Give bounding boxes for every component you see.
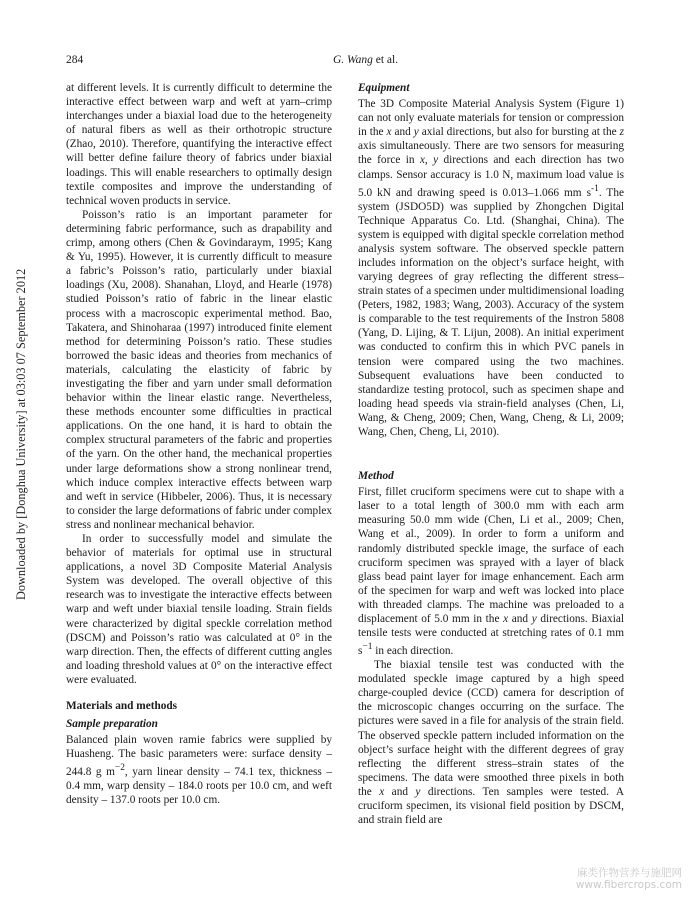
watermark-chinese: 麻类作物营养与施肥网	[577, 867, 682, 879]
section-title-materials-methods: Materials and methods	[66, 700, 178, 713]
eq-text-b: and	[391, 126, 414, 139]
page-number: 284	[66, 54, 84, 66]
eq-text-g: . The system (JSDO5D) was supplied by Zhongchen Digital Technique Apparatus Co. Ltd. (Shanghai, China). The system is equipped with digital speckle correlation method analysis system software. The observed speckle pattern includes information on the object’s surface height, with varying degrees of gray reflecting the different stress–strain states of a specimen under multidimensional loading (Peters, 1982, 1983; Wang, 2003). Accuracy of the system is comparable to the test requirements of the Instron 5808 (Yang, D. Lijing, & T. Lijun, 2008). An initial experiment was conducted to confirm this in which PVC panels in tension were compared using the two machines. Subsequent evaluations have been conducted to standardize testing protocol, such as specimen shape and loading head speeds via strain-field analyses (Chen, Li, Wang, & Cheng, 2009; Chen, Wang, Cheng, & Li, 2009; Wang, Chen, Cheng, Li, 2010).	[358, 186, 624, 439]
m2-var-x: x	[379, 785, 385, 798]
subsection-title-method: Method	[358, 470, 394, 483]
site-watermark	[576, 867, 682, 891]
paragraph-objective: In order to successfully model and simulate the behavior of materials for optimal use in structural applications, a novel 3D Composite Material Analysis System was developed. The overall objective of this research was to investigate the interactive effects between warp and weft under biaxial tensile loading. Strain fields were characterized by digital speckle correlation method (DSCM) and Poisson’s ratio was calculated at 0° in the warp direction. Then, the effects of different cutting angles and loading threshold values at 0° on the interactive effect were evaluated.	[66, 533, 333, 686]
paragraph-sample-preparation	[66, 733, 332, 807]
eq-var-z: z	[619, 126, 624, 139]
left-column	[66, 81, 332, 807]
eq-superscript: -1	[590, 183, 599, 194]
m1-text-d: in each direction.	[372, 645, 454, 657]
m1-var-y: y	[531, 613, 537, 626]
running-head-author: G. Wang	[333, 54, 373, 66]
eq-var-y2: y	[433, 154, 439, 167]
running-head	[333, 54, 398, 66]
m1-var-x: x	[503, 613, 509, 626]
eq-text-e: ,	[424, 154, 434, 167]
eq-text-a: The 3D Composite Material Analysis System (Figure 1) can not only evaluate materials for tension or compression in the	[358, 98, 624, 139]
eq-text-c: axial directions, but also for bursting at the	[418, 126, 620, 139]
eq-text-f: directions and each direction has two clamps. Sensor accuracy is 1.0 N, maximum load value is 5.0 kN and drawing speed is 0.013–1.066 mm s	[358, 154, 624, 199]
watermark-url: www.fibercrops.com	[575, 879, 682, 891]
paragraph-equipment	[358, 97, 624, 439]
page-header	[66, 54, 646, 70]
paragraph-poissons-ratio: Poisson’s ratio is an important parameter for determining fabric performance, such as drapability and crimp, among others (Chen & Govindaraym, 1995; Kang & Yu, 1995). However, it is currently difficult to measure a fabric’s Poisson’s ratio, particularly under biaxial loadings (Xu, 2008). Shanahan, Lloyd, and Hearle (1978) studied Poisson’s ratio of fabric in the linear elastic process with a macroscopic experimental method. Bao, Takatera, and Shinoharaa (1997) introduced finite element method for determining Poisson’s ratio. These studies borrowed the basic ideas and theories from mechanics of materials, calculating the elasticity of fabric by investigating the fiber and yarn under small deformation behavior within the linear elastic range. Nevertheless, these methods encounter some difficulties in practical applications. On the one hand, it is hard to obtain the complex structural parameters of the fabric and properties of the yarn. On the other hand, the mechanical properties under large deformations show a strong nonlinear trend, which induce complex interactive effects between warp and weft in service (Hibbeler, 2006). Thus, it is necessary to consider the large deformations of fabric under complex stress and nonlinear mechanical behavior.	[66, 208, 332, 531]
sample-text-a: Balanced plain woven ramie fabrics were supplied by Huasheng. The basic parameters were: surface density – 244.8 g m	[66, 734, 332, 779]
m1-text-b: and	[508, 613, 532, 626]
m2-var-y: y	[415, 785, 421, 798]
eq-var-y: y	[413, 126, 419, 139]
download-note: Downloaded by [Donghua University] at 03:03 07 September 2012	[14, 268, 28, 600]
eq-var-x: x	[386, 126, 392, 139]
m2-text-c: directions. Ten samples were tested. A cruciform specimen, its visional field position by DSCM, and strain field are	[358, 785, 624, 827]
paragraph-intro-continued: at different levels. It is currently difficult to determine the interactive effect between warp and weft at yarn–crimp interchanges under a biaxial load due to the heterogeneity of natural fibers as well as their orthotropic structure (Zhao, 2010). Therefore, quantifying the interactive effect will better define failure theory of fabrics under biaxial loadings. This will enable researchers to optimally design textile composites and improve the understanding of technical woven products in service.	[66, 82, 332, 207]
paragraph-method-1	[358, 485, 624, 658]
eq-var-x2: x	[419, 154, 425, 167]
m2-text-a: The biaxial tensile test was conducted with the modulated speckle image captured by a high speed charge-coupled device (CCD) camera for description of the microscopic changes occurring on the surface. The pictures were saved in a file for analysis of the strain field. The observed speckle pattern included information on the object’s surface height with the different degrees of gray reflecting the different stress–strain states of the specimens. The data were smoothed three pixels in both the	[358, 659, 624, 798]
subsection-title-sample-preparation: Sample preparation	[66, 718, 158, 731]
m1-text-c: directions. Biaxial tensile tests were conducted at stretching rates of 0.1 mm s	[358, 613, 625, 657]
sample-text-b: , yarn linear density – 74.1 tex, thickness – 0.4 mm, warp density – 184.0 roots per 10.0 cm, and weft density – 137.0 roots per 10.0 cm.	[66, 766, 332, 807]
paragraph-method-2	[358, 658, 624, 827]
right-column	[358, 81, 624, 827]
m1-superscript: −1	[362, 642, 373, 653]
m2-text-b: and	[384, 785, 416, 798]
eq-text-d: axis simultaneously. There are two sensors for measuring the force in	[358, 140, 624, 167]
m1-text-a: First, fillet cruciform specimens were cut to shape with a laser to a total length of 300.0 mm with each arm measuring 50.0 mm wide (Chen, Li et al., 2009; Chen, Wang et al., 2009). In order to form a uniform and randomly distributed speckle image, the surface of each cruciform specimen was sprayed with a layer of black glass bead paint layer for image enhancement. Each arm of the specimen for warp and weft was locked into place with threaded clamps. The machine was preloaded to a displacement of 5.0 mm in the	[358, 486, 624, 626]
running-head-suffix: et al.	[372, 54, 399, 66]
subsection-title-equipment: Equipment	[358, 82, 410, 94]
sample-superscript: −2	[114, 763, 125, 774]
